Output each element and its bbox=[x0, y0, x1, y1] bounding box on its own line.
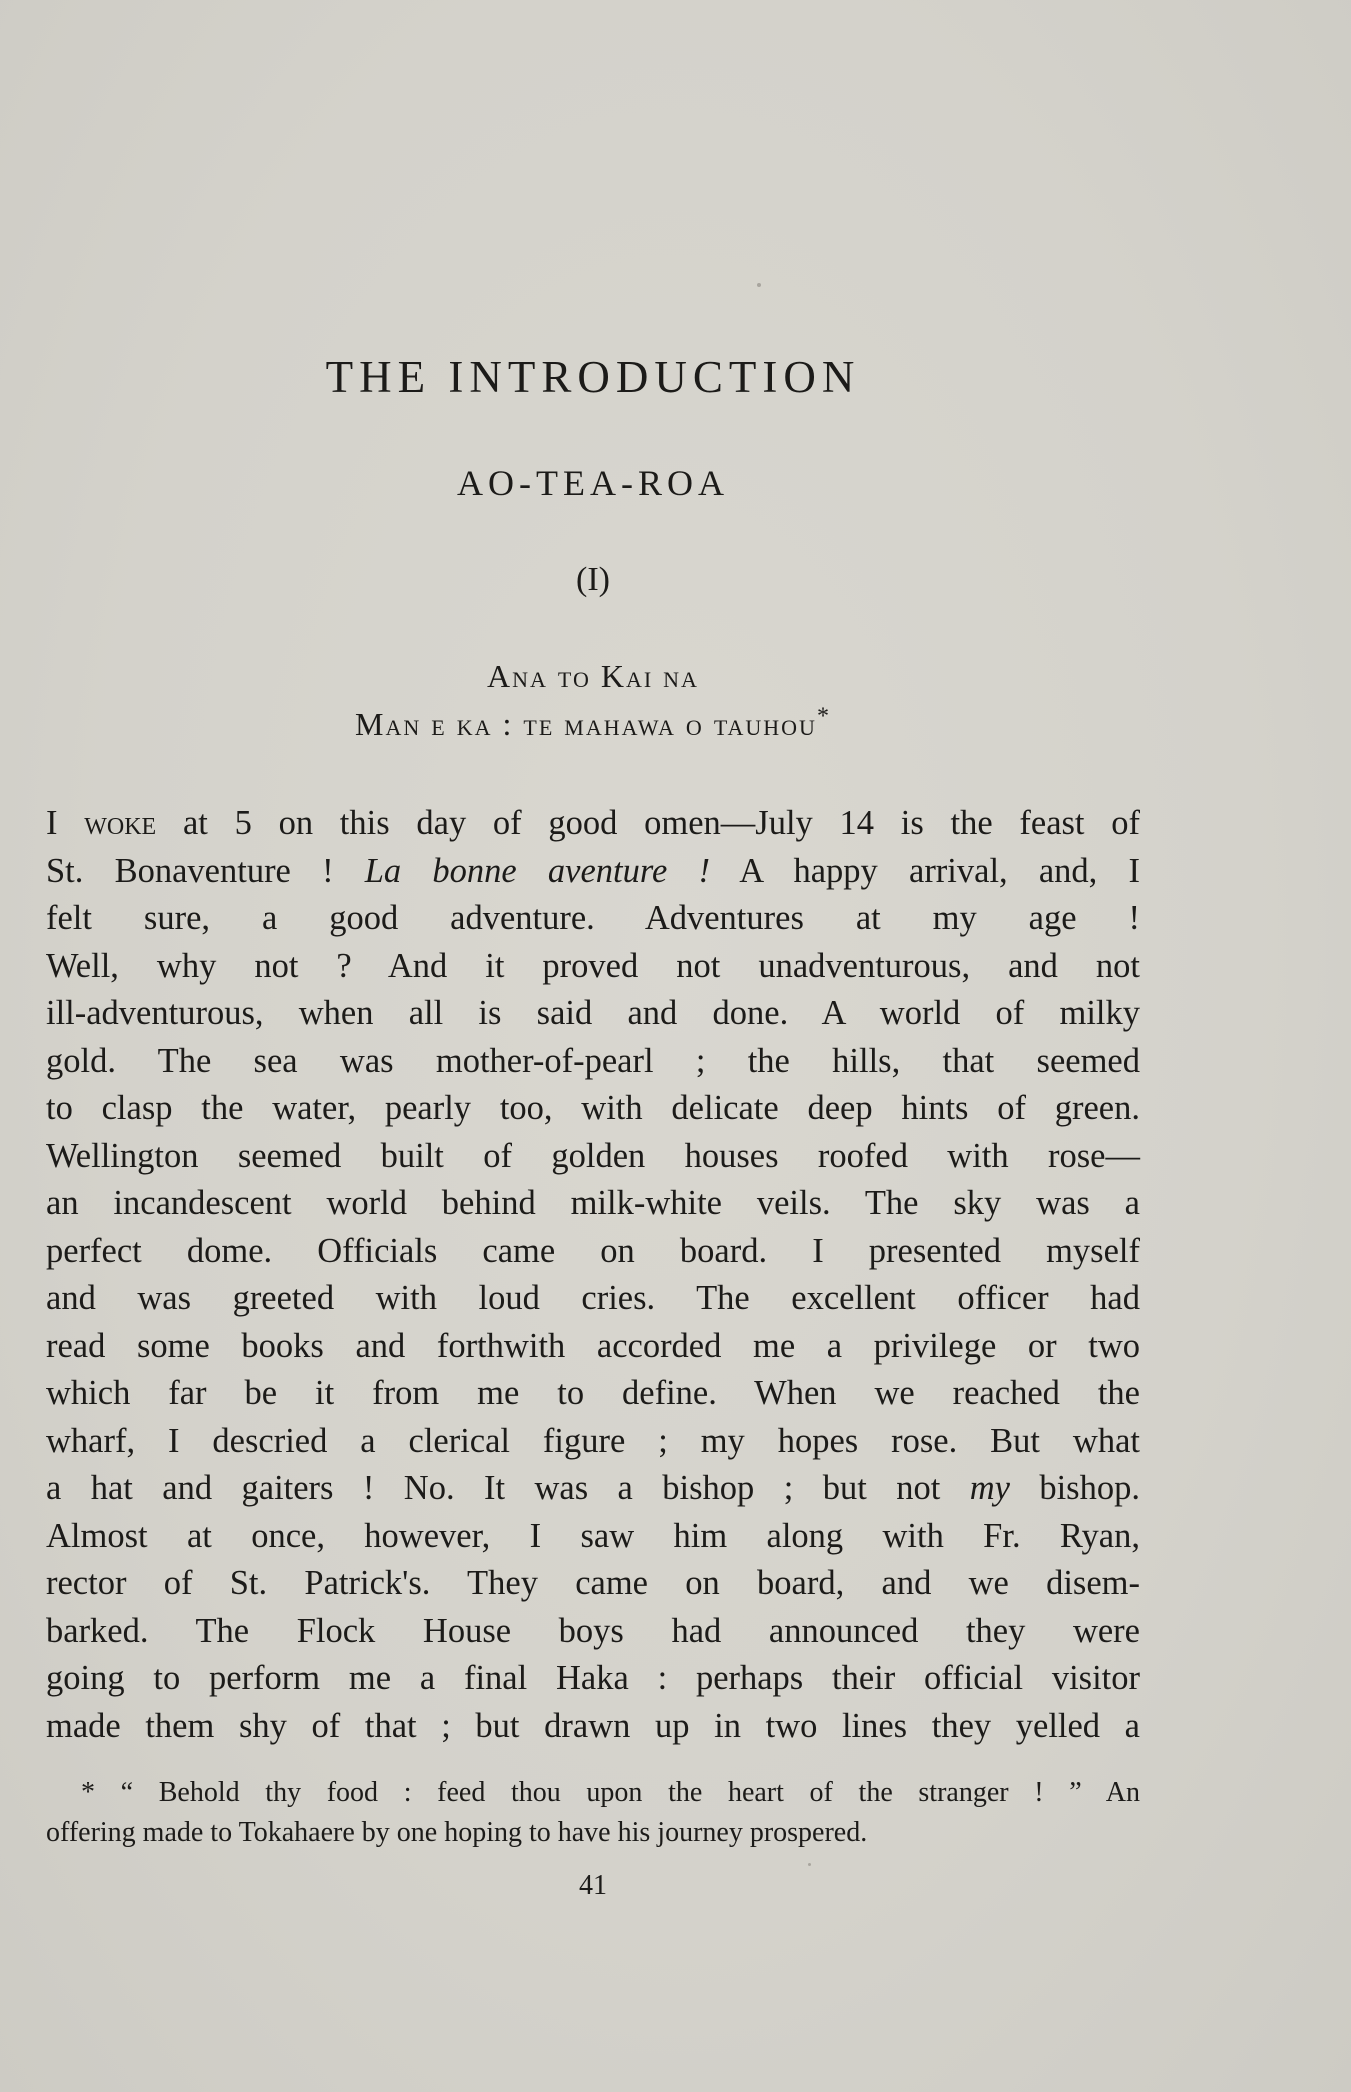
body-line: made them shy of that ; but drawn up in two lines they yelled a bbox=[46, 1706, 1140, 1745]
body-line: ill-adventurous, when all is said and done. A world of milky bbox=[46, 994, 1140, 1032]
body-line: St. Bonaventure ! La bonne aventure ! A happy arrival, and, I bbox=[46, 851, 1140, 890]
chapter-subtitle: AO-TEA-ROA bbox=[457, 463, 729, 503]
body-line: Wellington seemed built of golden houses roofed with rose— bbox=[46, 1136, 1140, 1175]
body-line: wharf, I descried a clerical figure ; my hopes rose. But what bbox=[46, 1421, 1140, 1460]
page-number: 41 bbox=[579, 1870, 607, 1901]
body-line: Almost at once, however, I saw him along with Fr. Ryan, bbox=[46, 1516, 1140, 1555]
epigraph-text-1: Ana to Kai na bbox=[487, 658, 699, 694]
body-line: an incandescent world behind milk-white veils. The sky was a bbox=[46, 1184, 1140, 1222]
body-line: I woke at 5 on this day of good omen—July 14 is the feast of bbox=[46, 804, 1140, 842]
footnote-line-2: offering made to Tokahaere by one hoping to have his journey prospered. bbox=[46, 1817, 868, 1848]
opening-small-caps: woke bbox=[84, 804, 157, 842]
italic-phrase: La bonne aventure ! bbox=[364, 851, 710, 890]
body-line: and was greeted with loud cries. The excellent officer had bbox=[46, 1279, 1140, 1317]
body-line: gold. The sea was mother-of-pearl ; the hills, that seemed bbox=[46, 1041, 1140, 1080]
book-page bbox=[46, 0, 1140, 2092]
body-line: to clasp the water, pearly too, with delicate deep hints of green. bbox=[46, 1089, 1140, 1127]
body-line: barked. The Flock House boys had announced they were bbox=[46, 1611, 1140, 1650]
body-line: rector of St. Patrick's. They came on board, and we disem- bbox=[46, 1564, 1140, 1602]
paper-speck bbox=[757, 283, 761, 287]
body-line: Well, why not ? And it proved not unadventurous, and not bbox=[46, 946, 1140, 985]
paper-speck bbox=[808, 1863, 811, 1866]
body-line: felt sure, a good adventure. Adventures at my age ! bbox=[46, 899, 1140, 937]
body-text bbox=[46, 800, 1140, 1750]
body-line: going to perform me a final Haka : perhaps their official visitor bbox=[46, 1659, 1140, 1697]
footnote-line-1: * “ Behold thy food : feed thou upon the heart of the stranger ! ” An bbox=[81, 1777, 1140, 1808]
body-line: read some books and forthwith accorded me a privilege or two bbox=[46, 1326, 1140, 1365]
italic-word: my bbox=[969, 1469, 1010, 1507]
body-line: perfect dome. Officials came on board. I presented myself bbox=[46, 1231, 1140, 1270]
epigraph-text-2: Man e ka : te mahawa o tauhou bbox=[355, 706, 817, 742]
body-line: a hat and gaiters ! No. It was a bishop ; but not my bishop. bbox=[46, 1469, 1140, 1507]
footnote-marker: * bbox=[816, 703, 831, 730]
epigraph-line-2 bbox=[46, 703, 1140, 742]
footnote bbox=[46, 1773, 1140, 1853]
section-number: (I) bbox=[576, 561, 610, 598]
chapter-title: THE INTRODUCTION bbox=[325, 352, 861, 402]
body-line: which far be it from me to define. When we reached the bbox=[46, 1374, 1140, 1412]
epigraph-line-1 bbox=[46, 660, 1140, 692]
